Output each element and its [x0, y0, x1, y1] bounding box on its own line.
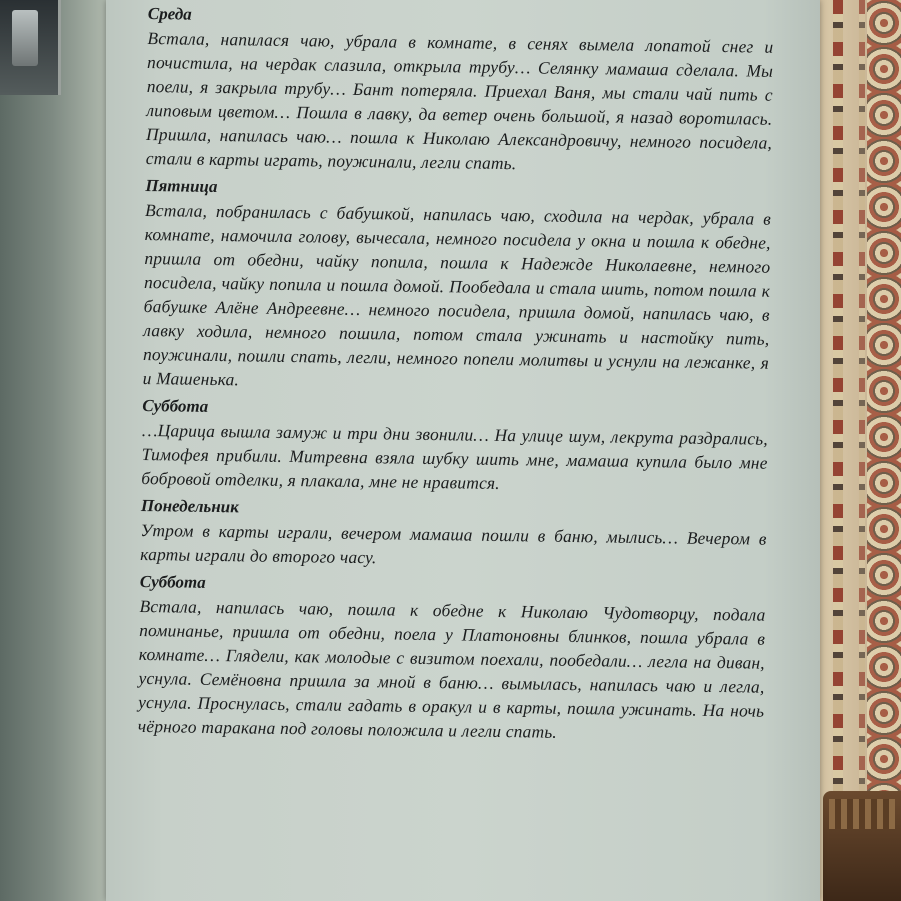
- entry-day: Суббота: [139, 571, 206, 592]
- background-window-frame: [0, 0, 61, 95]
- entry-text: Встала, напилась чаю, пошла к обедне к Николаю Чудотворцу, подала поминанье, пришла от обедни, поела у Платоновны блинков, пошла убрала в комнате… Глядели, как молодые с визитом поехали, пообедали… легла на диван, уснула. Семёновна пришла за мной в баню… вымылась, напилась чаю и легла, уснула. Проснулась, стали гадать в оракул и в карты, пошла ужинать. На ночь чёрного таракана под головы положила и легли спать.: [137, 595, 766, 742]
- carpet-border: [833, 0, 843, 901]
- entry-day: Суббота: [142, 395, 209, 416]
- entry-day: Понедельник: [140, 495, 239, 517]
- diary-entry: [143, 174, 772, 399]
- entry-text: Утром в карты играли, вечером мамаша пошли в баню, мылись… Вечером в карты играли до второго часу.: [140, 519, 767, 568]
- diary-entry: [138, 570, 766, 747]
- diary-entry: [140, 494, 767, 575]
- carpet-border-inner: [859, 0, 865, 901]
- diary-entry: [146, 0, 774, 179]
- entry-text: Встала, побранилась с бабушкой, напилась чаю, сходила на чердак, убрала в комнате, намочила голову, вычесала, немного посидела у окна и пошла к обедне, пришла от обедни, чайку попила, пошла к Надежде Николаевне, немного посидела, чайку попила и пошла домой. Пообедала и стала шить, потом пошла к бабушке Алёне Андреевне… немного посидела, пришла домой, напилась чаю, в лавку ходила, немного пошила, потом стала ужинать и настойку пить, поужинали, пошли спать, легли, немного попели молитвы и уснули на лежанке, я и Машенька.: [142, 199, 772, 390]
- entry-text: Встала, напилася чаю, убрала в комнате, в сенях вымела лопатой снег и почистила, на чердак слазила, открыла трубу… Селянку мамаша сделала. Мы поели, я закрыла трубу… Бант потеряла. Приехал Ваня, мы стали чай пить с липовым цветом… Пошла в лавку, да ветер очень большой, я назад воротилась. Пришла, напилась чаю… пошла к Николаю Александровичу, немного посидела, стали в карты играть, поужинали, легли спать.: [145, 27, 774, 174]
- entry-day: Пятница: [145, 175, 218, 196]
- entry-text: …Царица вышла замуж и три дни звонили… На улице шум, лекрута раздрались, Тимофея прибили. Митревна взяла шубку шить мне, мамаша купила было мне бобровой отделки, я плакала, мне не нравится.: [141, 419, 769, 493]
- carpet-pattern: [867, 0, 901, 901]
- wooden-box: [823, 791, 901, 901]
- diary-text: [138, 0, 774, 751]
- entry-day: Среда: [147, 3, 192, 24]
- diary-entry: [141, 394, 768, 499]
